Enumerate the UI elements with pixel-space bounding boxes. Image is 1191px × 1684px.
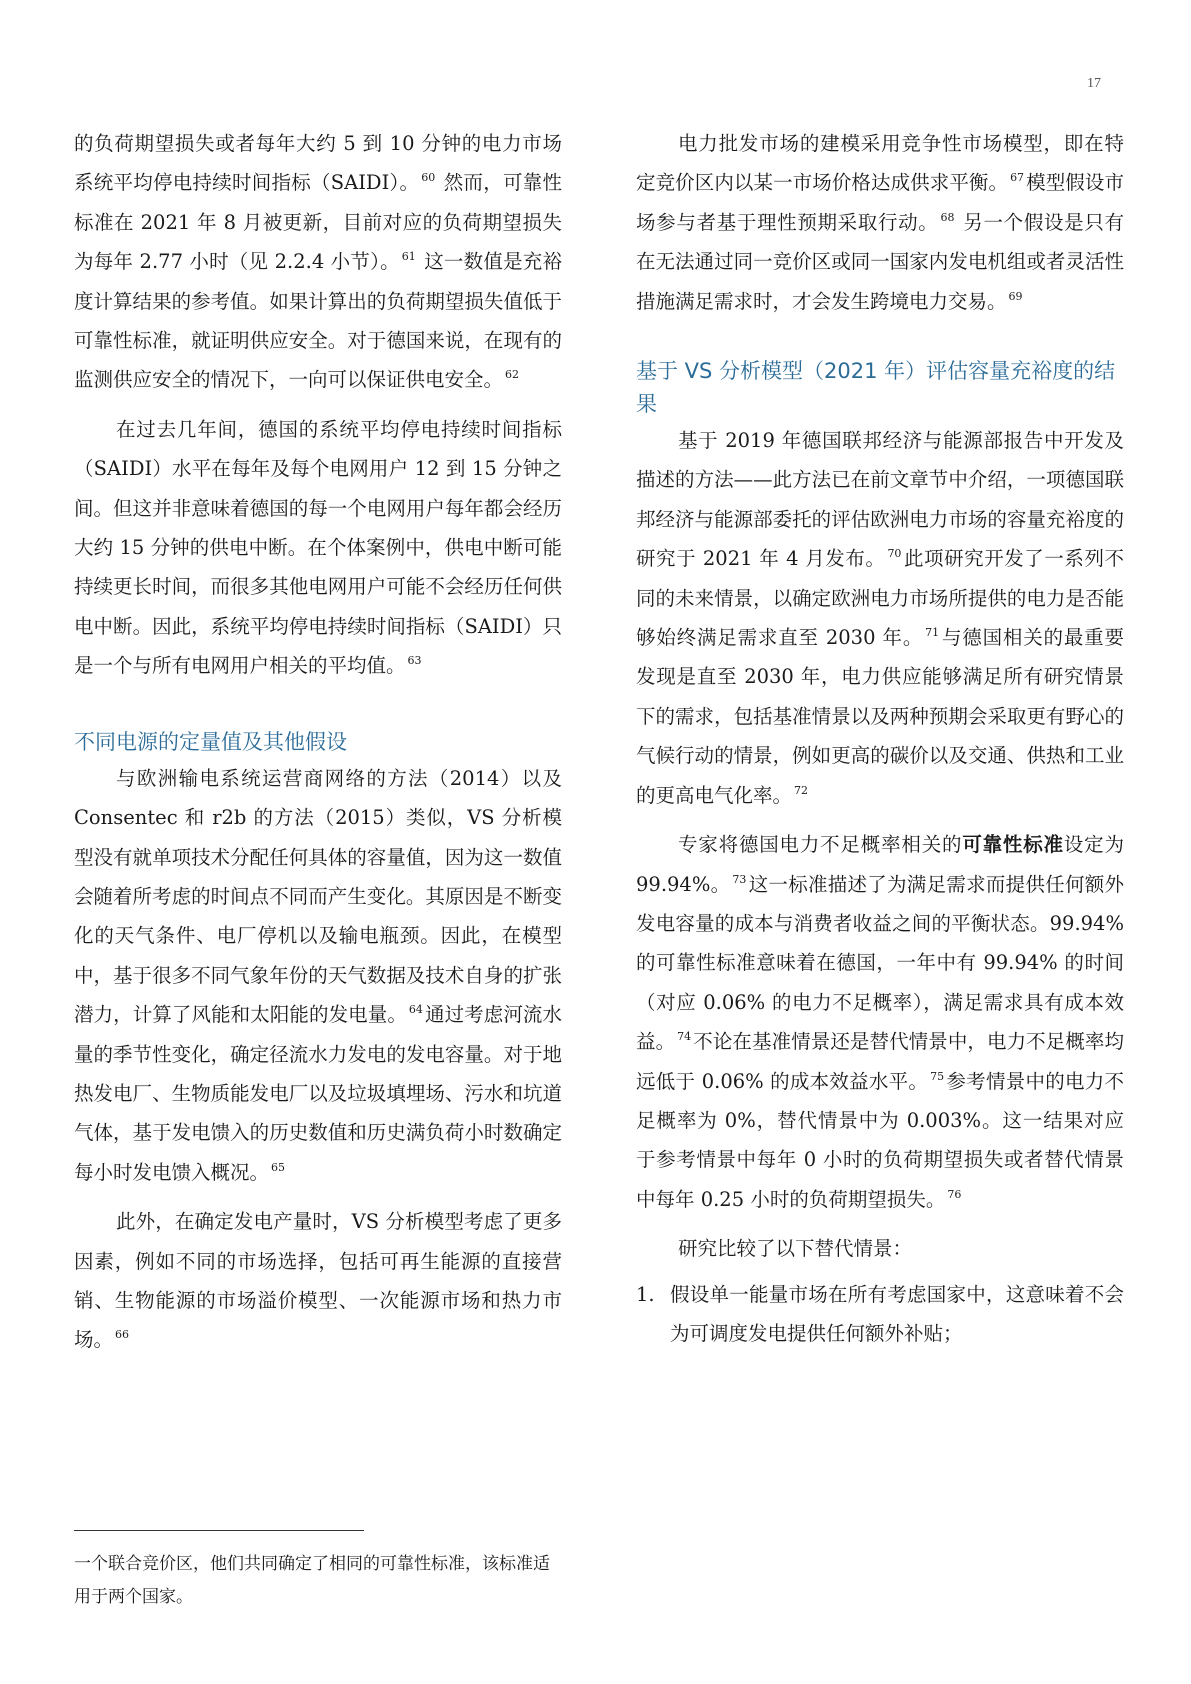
footnote-ref: 69 xyxy=(1008,289,1023,303)
footnote-ref: 62 xyxy=(505,368,520,382)
footnote-ref: 68 xyxy=(940,210,955,224)
left-column xyxy=(74,124,562,1360)
paragraph: 专家将德国电力不足概率相关的可靠性标准设定为 99.94%。 $^{73}$ 这一标准描述了为满足需求而提供任何额外发电容量的成本与消费者收益之间的平衡状态。99.94% 的可靠性标准意味着在德国，一年中有 99.94% 的时间（对应 0.06% 的电力不足概率），满足需求具有成本效益。 $^{74}$ 不论在基准情景还是替代情景中，电力不足概率均远低于 0.06% 的成本效益水平。 $^{75}$ 参考情景中的电力不足概率为 0%，替代情景中为 0.003%。这一结果对应于参考情景中每年 0 小时的负荷期望损失或者替代情景中每年 0.25 小时的负荷期望损失。 $^{76}$ xyxy=(636,833,1124,1211)
footnote-ref: 60 xyxy=(421,171,436,185)
footnote-ref: 65 xyxy=(271,1160,286,1174)
footnote-ref: 76 xyxy=(947,1187,962,1201)
footnote-ref: 72 xyxy=(794,783,809,797)
footnote-ref: 71 xyxy=(925,626,940,640)
section-heading: 不同电源的定量值及其他假设 xyxy=(74,729,347,754)
footnote-ref: 67 xyxy=(1010,171,1025,185)
footnote-ref: 66 xyxy=(115,1328,130,1342)
paragraph: 在过去几年间，德国的系统平均停电持续时间指标（SAIDI）水平在每年及每个电网用户 12 到 15 分钟之间。但这并非意味着德国的每一个电网用户每年都会经历大约 15 分钟的供电中断。在个体案例中，供电中断可能持续更长时间，而很多其他电网用户可能不会经历任何供电中断。因此，系统平均停电持续时间指标（SAIDI）只是一个与所有电网用户相关的平均值。 $^{63}$ xyxy=(74,417,562,678)
footnote-ref: 74 xyxy=(677,1030,692,1044)
footnote-ref: 61 xyxy=(401,250,416,264)
footnote-ref: 64 xyxy=(408,1003,423,1017)
paragraph: 的负荷期望损失或者每年大约 5 到 10 分钟的电力市场系统平均停电持续时间指标（SAIDI）。 $^{60}$ 然而，可靠性标准在 2021 年 8 月被更新，目前对应的负荷期望损失为每年 2.77 小时（见 2.2.4 小节）。 $^{61}$ 这一数值是充裕度计算结果的参考值。如果计算出的负荷期望损失值低于可靠性标准，就证明供应安全。对于德国来说，在现有的监测供应安全的情况下，一向可以保证供电安全。 $^{62}$ xyxy=(74,132,562,392)
right-column xyxy=(636,124,1124,1353)
paragraph: 此外，在确定发电产量时，VS 分析模型考虑了更多因素，例如不同的市场选择，包括可再生能源的直接营销、生物能源的市场溢价模型、一次能源市场和热力市场。 $^{66}$ xyxy=(74,1210,562,1352)
list-text: 假设单一能量市场在所有考虑国家中，这意味着不会为可调度发电提供任何额外补贴； xyxy=(670,1282,1124,1345)
section-heading: 基于 VS 分析模型（2021 年）评估容量充裕度的结果 xyxy=(636,359,1116,417)
paragraph: 电力批发市场的建模采用竞争性市场模型，即在特定竞价区内以某一市场价格达成供求平衡。 $^{67}$ 模型假设市场参与者基于理性预期采取行动。 $^{68}$ 另一个假设是只有在无法通过同一竞价区或同一国家内发电机组或者灵活性措施满足需求时，才会发生跨境电力交易。 $^{69}$ xyxy=(636,132,1124,313)
paragraph: 与欧洲输电系统运营商网络的方法（2014）以及 Consentec 和 r2b 的方法（2015）类似，VS 分析模型没有就单项技术分配任何具体的容量值，因为这一数值会随着所考虑的时间点不同而产生变化。其原因是不断变化的天气条件、电厂停机以及输电瓶颈。因此，在模型中，基于很多不同气象年份的天气数据及技术自身的扩张潜力，计算了风能和太阳能的发电量。 $^{64}$ 通过考虑河流水量的季节性变化，确定径流水力发电的发电容量。对于地热发电厂、生物质能发电厂以及垃圾填埋场、污水和坑道气体，基于发电馈入的历史数值和历史满负荷小时数确定每小时发电馈入概况。 $^{65}$ xyxy=(74,766,562,1184)
paragraph: 基于 2019 年德国联邦经济与能源部报告中开发及描述的方法——此方法已在前文章节中介绍，一项德国联邦经济与能源部委托的评估欧洲电力市场的容量充裕度的研究于 2021 年 4 月发布。 $^{70}$ 此项研究开发了一系列不同的未来情景，以确定欧洲电力市场所提供的电力是否能够始终满足需求直至 2030 年。 $^{71}$ 与德国相关的最重要发现是直至 2030 年，电力供应能够满足所有研究情景下的需求，包括基准情景以及两种预期会采取更有野心的气候行动的情景，例如更高的碳价以及交通、供热和工业的更高电气化率。 $^{72}$ xyxy=(636,429,1124,807)
paragraph: 研究比较了以下替代情景： xyxy=(678,1237,913,1261)
footnote-ref: 70 xyxy=(887,547,902,561)
footnote-ref: 63 xyxy=(407,654,422,668)
scenario-list xyxy=(636,1275,1124,1354)
footnote-ref: 73 xyxy=(732,872,747,886)
footnote-text: 一个联合竞价区，他们共同确定了相同的可靠性标准，该标准适用于两个国家。 xyxy=(74,1554,550,1607)
footnote-divider xyxy=(74,1530,364,1531)
page-number: 17 xyxy=(1087,76,1101,91)
list-item xyxy=(636,1275,1124,1354)
list-number: 1. xyxy=(636,1282,655,1306)
footnote-ref: 75 xyxy=(930,1069,945,1083)
emphasis: 可靠性标准 xyxy=(962,833,1064,857)
